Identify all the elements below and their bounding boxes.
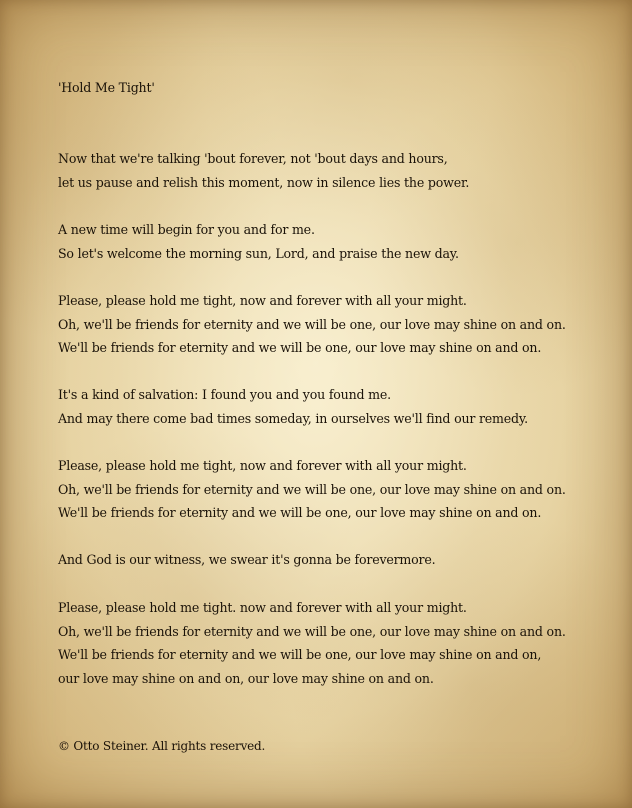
stanza-6 bbox=[58, 548, 435, 572]
poem-line: Oh, we'll be friends for eternity and we will be one, our love may shine on and on. bbox=[58, 623, 566, 639]
poem-line: Please, please hold me tight. now and forever with all your might. bbox=[58, 600, 467, 615]
stanza-7 bbox=[58, 596, 566, 690]
stanza-2 bbox=[58, 218, 459, 265]
poem-line: Oh, we'll be friends for eternity and we will be one, our love may shine on and on. bbox=[58, 316, 566, 332]
poem-line: It's a kind of salvation: I found you and you found me. bbox=[58, 387, 391, 402]
poem-line: And may there come bad times someday, in ourselves we'll find our remedy. bbox=[58, 410, 528, 426]
poem-title: 'Hold Me Tight' bbox=[58, 80, 155, 95]
poem-line: Now that we're talking 'bout forever, not 'bout days and hours, bbox=[58, 151, 448, 166]
poem-line: A new time will begin for you and for me. bbox=[58, 222, 315, 237]
poem-line: We'll be friends for eternity and we will be one, our love may shine on and on. bbox=[58, 505, 542, 520]
poem-line: And God is our witness, we swear it's gonna be forevermore. bbox=[58, 552, 436, 567]
poem-line: We'll be friends for eternity and we will be one, our love may shine on and on, bbox=[58, 647, 542, 662]
stanza-1 bbox=[58, 147, 469, 194]
stanza-4 bbox=[58, 383, 528, 430]
poem-line: our love may shine on and on, our love may shine on and on. bbox=[58, 670, 434, 686]
stanza-5 bbox=[58, 454, 566, 525]
poem-line: let us pause and relish this moment, now in silence lies the power. bbox=[58, 174, 470, 190]
poem-line: Oh, we'll be friends for eternity and we will be one, our love may shine on and on. bbox=[58, 481, 566, 497]
stanza-3 bbox=[58, 289, 566, 360]
poem-line: So let's welcome the morning sun, Lord, and praise the new day. bbox=[58, 245, 459, 261]
poem-line: Please, please hold me tight, now and forever with all your might. bbox=[58, 293, 467, 308]
poem-line: We'll be friends for eternity and we will be one, our love may shine on and on. bbox=[58, 340, 542, 355]
copyright-notice: © Otto Steiner. All rights reserved. bbox=[58, 739, 266, 753]
poem-line: Please, please hold me tight, now and forever with all your might. bbox=[58, 458, 467, 473]
